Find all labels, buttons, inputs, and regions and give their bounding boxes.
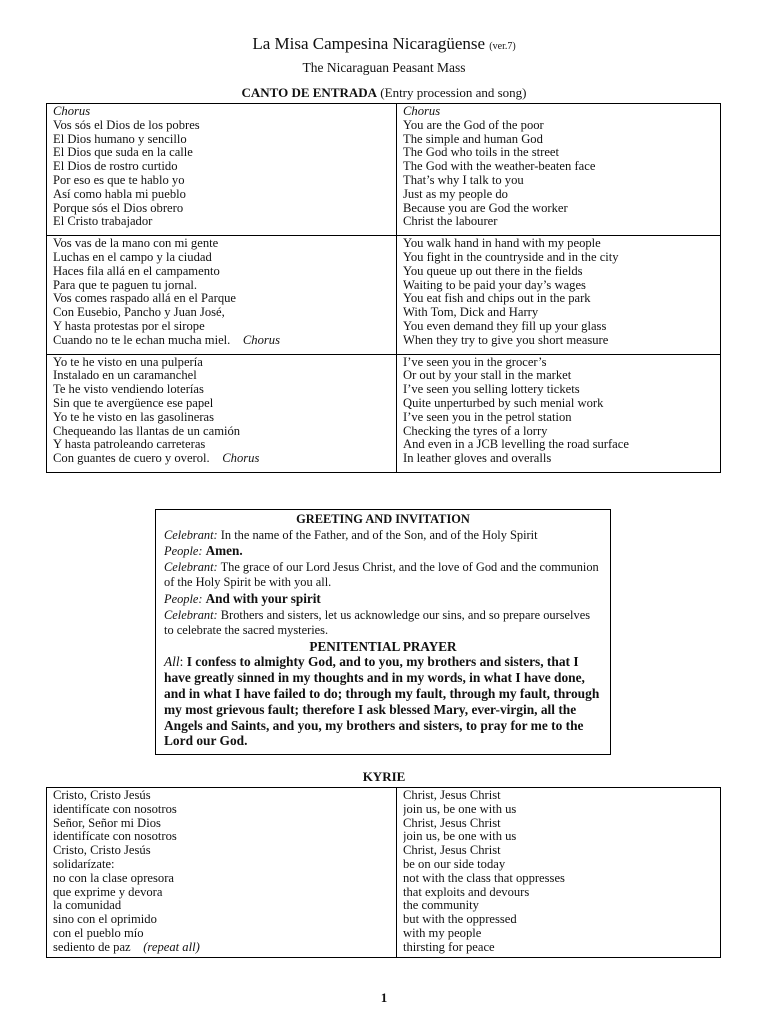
- lyric-text: Haces fila allá en el campamento: [53, 264, 220, 278]
- lyric-line: [53, 334, 390, 348]
- lyric-text: That’s why I talk to you: [403, 173, 524, 187]
- lyric-text: Chorus: [53, 105, 91, 118]
- lyric-line: [53, 146, 390, 160]
- lyric-line: [403, 844, 714, 858]
- lyric-text: With Tom, Dick and Harry: [403, 306, 539, 320]
- lyric-line: [53, 941, 390, 955]
- lyric-text: Christ the labourer: [403, 215, 498, 229]
- lyric-text: El Cristo trabajador: [53, 215, 153, 229]
- lyric-text: Para que te paguen tu jornal.: [53, 278, 198, 292]
- version-label: (ver.7): [489, 41, 516, 52]
- lyric-line: [403, 789, 714, 803]
- lyric-line: [53, 119, 390, 133]
- lyric-line: [403, 119, 714, 133]
- lyric-line: [53, 803, 390, 817]
- lyric-line: [403, 356, 714, 370]
- lyric-text: Así como habla mi pueblo: [53, 187, 186, 201]
- lyric-line: [403, 320, 714, 334]
- entrada-lyrics-table: [46, 103, 721, 473]
- lyric-text: Christ, Jesus Christ: [403, 789, 501, 802]
- lyric-line: [53, 215, 390, 229]
- page-number: 1: [380, 990, 388, 1005]
- lyric-text: Cristo, Cristo Jesús: [53, 789, 151, 802]
- lyric-text: Y hasta protestas por el sirope: [53, 319, 205, 333]
- lyric-text: Vos vas de la mano con mi gente: [53, 237, 219, 251]
- people-response-1: Amen.: [205, 543, 243, 559]
- lyric-line: [53, 292, 390, 306]
- lyric-line: [403, 292, 714, 306]
- lyric-line: [403, 383, 714, 397]
- people-line-2: [164, 591, 602, 608]
- lyric-line: [403, 174, 714, 188]
- lyric-text: I’ve seen you selling lottery tickets: [403, 383, 580, 397]
- lyric-text: Chorus: [403, 105, 441, 118]
- lyric-text: not with the class that oppresses: [403, 871, 565, 885]
- lyric-line: [403, 279, 714, 293]
- lyric-text: El Dios humano y sencillo: [53, 132, 187, 146]
- lyric-line: [403, 188, 714, 202]
- lyric-text: but with the oppressed: [403, 913, 517, 927]
- lyric-line: [403, 438, 714, 452]
- confiteor-text: All: I confess to almighty God, and to you, my brothers and sisters, that I have greatly sinned in my thoughts and in my words, in what I have done, and in what I have failed to do; through my fault, through my fault, through my most grievous fault; therefore I ask blessed Mary, ever-virgin, all the Angels and Saints, and you, my brothers and sisters, to pray for me to the Lord our God.: [164, 654, 600, 749]
- lyric-text: You are the God of the poor: [403, 118, 544, 132]
- repeat-cue: (repeat all): [143, 940, 200, 954]
- all-label: All: [164, 654, 180, 670]
- lyric-line: [53, 356, 390, 370]
- title-text: La Misa Campesina Nicaragüense: [252, 34, 486, 53]
- lyric-text: Señor, Señor mi Dios: [53, 816, 161, 830]
- lyric-line: [53, 160, 390, 174]
- lyric-text: Chequeando las llantas de un camión: [53, 424, 241, 438]
- verse-row: [47, 236, 721, 354]
- lyric-text: la comunidad: [53, 899, 122, 913]
- lyric-text: que exprime y devora: [53, 885, 163, 899]
- verse-row: [47, 354, 721, 472]
- people-label: People:: [164, 591, 203, 606]
- lyric-text: When they try to give you short measure: [403, 333, 609, 347]
- lyric-line: [403, 872, 714, 886]
- lyric-text: solidarízate:: [53, 857, 115, 871]
- celebrant-text-3: Brothers and sisters, let us acknowledge our sins, and so prepare ourselves to celebrate the sacred mysteries.: [164, 607, 591, 638]
- lyric-text: Waiting to be paid your day’s wages: [403, 278, 586, 292]
- people-label: People:: [164, 544, 203, 559]
- lyric-line: [403, 425, 714, 439]
- lyric-line: [53, 279, 390, 293]
- lyric-line: [53, 858, 390, 872]
- document-title: [0, 34, 768, 57]
- lyric-text: In leather gloves and overalls: [403, 452, 552, 466]
- lyric-text: You eat fish and chips out in the park: [403, 292, 591, 306]
- english-column-cell: [397, 104, 721, 236]
- lyric-text: identifícate con nosotros: [53, 830, 177, 844]
- lyric-text: con el pueblo mío: [53, 926, 144, 940]
- lyric-text: Quite unperturbed by such menial work: [403, 396, 604, 410]
- lyric-text: identifícate con nosotros: [53, 802, 177, 816]
- lyric-text: Cuando no te le echan mucha miel.: [53, 333, 231, 347]
- lyric-line: [403, 369, 714, 383]
- lyric-line: [53, 899, 390, 913]
- celebrant-line-1: [164, 528, 602, 544]
- lyric-line: [403, 160, 714, 174]
- lyric-text: Yo te he visto en una pulpería: [53, 355, 203, 369]
- lyric-line: [53, 789, 390, 803]
- kyrie-lyrics-table: [46, 787, 721, 958]
- lyric-text: You walk hand in hand with my people: [403, 237, 601, 251]
- repeat-cue: Chorus: [222, 452, 260, 466]
- lyric-line: [53, 174, 390, 188]
- lyric-line: [403, 133, 714, 147]
- chorus-label: [403, 105, 714, 119]
- lyric-line: [403, 215, 714, 229]
- confiteor-body: I confess to almighty God, and to you, my brothers and sisters, that I have greatly sinned in my thoughts and in my words, in what I have done, and in what I have failed to do; through my fault, through my fault, through my most grievous fault; therefore I ask blessed Mary, ever-virgin, all the Angels and Saints, and you, my brothers and sisters, to pray for me to the Lord our God.: [164, 654, 600, 749]
- lyric-line: [53, 202, 390, 216]
- lyric-line: [403, 452, 714, 466]
- lyric-text: the community: [403, 899, 479, 913]
- lyric-line: [403, 803, 714, 817]
- lyric-text: Luchas en el campo y la ciudad: [53, 250, 212, 264]
- lyric-text: join us, be one with us: [403, 830, 517, 844]
- lyric-line: [403, 202, 714, 216]
- celebrant-label: Celebrant:: [164, 527, 218, 542]
- lyric-text: I’ve seen you in the petrol station: [403, 410, 572, 424]
- english-column-cell: [397, 236, 721, 354]
- celebrant-line-2: [164, 560, 602, 591]
- greeting-box: [155, 509, 611, 755]
- lyric-line: [53, 438, 390, 452]
- lyric-line: [53, 265, 390, 279]
- lyric-line: [403, 858, 714, 872]
- spanish-column-cell: [47, 354, 397, 472]
- lyric-text: Por eso es que te hablo yo: [53, 173, 185, 187]
- chorus-label: [53, 105, 390, 119]
- english-column-cell: [397, 354, 721, 472]
- lyric-text: with my people: [403, 926, 482, 940]
- entrada-heading-bold: CANTO DE ENTRADA: [241, 85, 378, 100]
- celebrant-text-1: In the name of the Father, and of the Son, and of the Holy Spirit: [220, 527, 538, 542]
- lyric-text: Because you are God the worker: [403, 201, 568, 215]
- entrada-heading: [0, 85, 768, 100]
- kyrie-row: [47, 788, 721, 958]
- lyric-text: sediento de paz: [53, 940, 131, 954]
- celebrant-text-2: The grace of our Lord Jesus Christ, and the love of God and the communion of the Holy Spirit be with you all.: [164, 559, 599, 590]
- document-header: [0, 34, 768, 76]
- repeat-cue: Chorus: [242, 333, 280, 347]
- lyric-line: [53, 320, 390, 334]
- lyric-line: [53, 872, 390, 886]
- lyric-line: [53, 133, 390, 147]
- people-line-1: [164, 543, 602, 560]
- celebrant-line-3: [164, 608, 602, 639]
- lyric-text: Porque sós el Dios obrero: [53, 201, 184, 215]
- lyric-line: [403, 265, 714, 279]
- kyrie-heading: KYRIE: [362, 769, 406, 784]
- lyric-line: [53, 886, 390, 900]
- lyric-line: [403, 411, 714, 425]
- penitential-title: PENITENTIAL PRAYER: [309, 638, 457, 654]
- lyric-text: Con Eusebio, Pancho y Juan José,: [53, 306, 225, 320]
- lyric-line: [53, 844, 390, 858]
- lyric-line: [53, 817, 390, 831]
- lyric-line: [403, 397, 714, 411]
- lyric-line: [53, 251, 390, 265]
- greeting-title: GREETING AND INVITATION: [296, 512, 470, 526]
- lyric-line: [53, 237, 390, 251]
- lyric-line: [403, 913, 714, 927]
- lyric-line: [403, 334, 714, 348]
- lyric-text: Cristo, Cristo Jesús: [53, 844, 151, 858]
- verse-row: [47, 104, 721, 236]
- lyric-line: [53, 411, 390, 425]
- celebrant-label: Celebrant:: [164, 607, 218, 622]
- lyric-text: Instalado en un caramanchel: [53, 369, 197, 383]
- lyric-text: You fight in the countryside and in the city: [403, 250, 619, 264]
- lyric-line: [403, 237, 714, 251]
- lyric-text: Te he visto vendiendo loterías: [53, 383, 204, 397]
- lyric-text: Yo te he visto en las gasolineras: [53, 410, 215, 424]
- lyric-text: Y hasta patroleando carreteras: [53, 438, 206, 452]
- lyric-line: [53, 369, 390, 383]
- lyric-text: You queue up out there in the fields: [403, 264, 583, 278]
- spanish-column-cell: [47, 104, 397, 236]
- lyric-text: Checking the tyres of a lorry: [403, 424, 548, 438]
- lyric-text: Christ, Jesus Christ: [403, 816, 501, 830]
- lyric-line: [53, 452, 390, 466]
- lyric-text: be on our side today: [403, 857, 506, 871]
- lyric-text: no con la clase opresora: [53, 871, 174, 885]
- lyric-line: [403, 927, 714, 941]
- lyric-line: [403, 830, 714, 844]
- lyric-line: [53, 397, 390, 411]
- lyric-text: Sin que te avergüence ese papel: [53, 396, 214, 410]
- spanish-column-cell: [47, 236, 397, 354]
- people-response-2: And with your spirit: [205, 590, 321, 606]
- lyric-line: [53, 188, 390, 202]
- lyric-line: [53, 425, 390, 439]
- lyric-line: [403, 146, 714, 160]
- lyric-text: Vos sós el Dios de los pobres: [53, 118, 200, 132]
- lyric-text: The God with the weather-beaten face: [403, 160, 596, 174]
- lyric-text: El Dios de rostro curtido: [53, 160, 178, 174]
- lyric-line: [53, 383, 390, 397]
- lyric-text: sino con el oprimido: [53, 913, 157, 927]
- lyric-text: You even demand they fill up your glass: [403, 319, 607, 333]
- lyric-line: [403, 251, 714, 265]
- celebrant-label: Celebrant:: [164, 559, 218, 574]
- lyric-text: Christ, Jesus Christ: [403, 844, 501, 858]
- lyric-text: Or out by your stall in the market: [403, 369, 572, 383]
- lyric-line: [403, 817, 714, 831]
- lyric-text: The God who toils in the street: [403, 146, 559, 160]
- lyric-line: [403, 899, 714, 913]
- lyric-text: that exploits and devours: [403, 885, 530, 899]
- lyric-text: Vos comes raspado allá en el Parque: [53, 292, 237, 306]
- lyric-text: I’ve seen you in the grocer’s: [403, 355, 547, 369]
- entrada-heading-rest: (Entry procession and song): [380, 85, 527, 100]
- lyric-line: [53, 927, 390, 941]
- lyric-text: Con guantes de cuero y overol.: [53, 452, 210, 466]
- lyric-line: [53, 830, 390, 844]
- lyric-text: thirsting for peace: [403, 940, 495, 954]
- spanish-column-cell: [47, 788, 397, 958]
- lyric-line: [403, 886, 714, 900]
- lyric-text: The simple and human God: [403, 132, 543, 146]
- lyric-line: [53, 306, 390, 320]
- english-column-cell: [397, 788, 721, 958]
- lyric-text: Just as my people do: [403, 187, 508, 201]
- lyric-line: [403, 941, 714, 955]
- document-subtitle: The Nicaraguan Peasant Mass: [302, 60, 466, 75]
- lyric-text: join us, be one with us: [403, 802, 517, 816]
- lyric-text: El Dios que suda en la calle: [53, 146, 193, 160]
- lyric-line: [53, 913, 390, 927]
- lyric-text: And even in a JCB levelling the road surface: [403, 438, 629, 452]
- lyric-line: [403, 306, 714, 320]
